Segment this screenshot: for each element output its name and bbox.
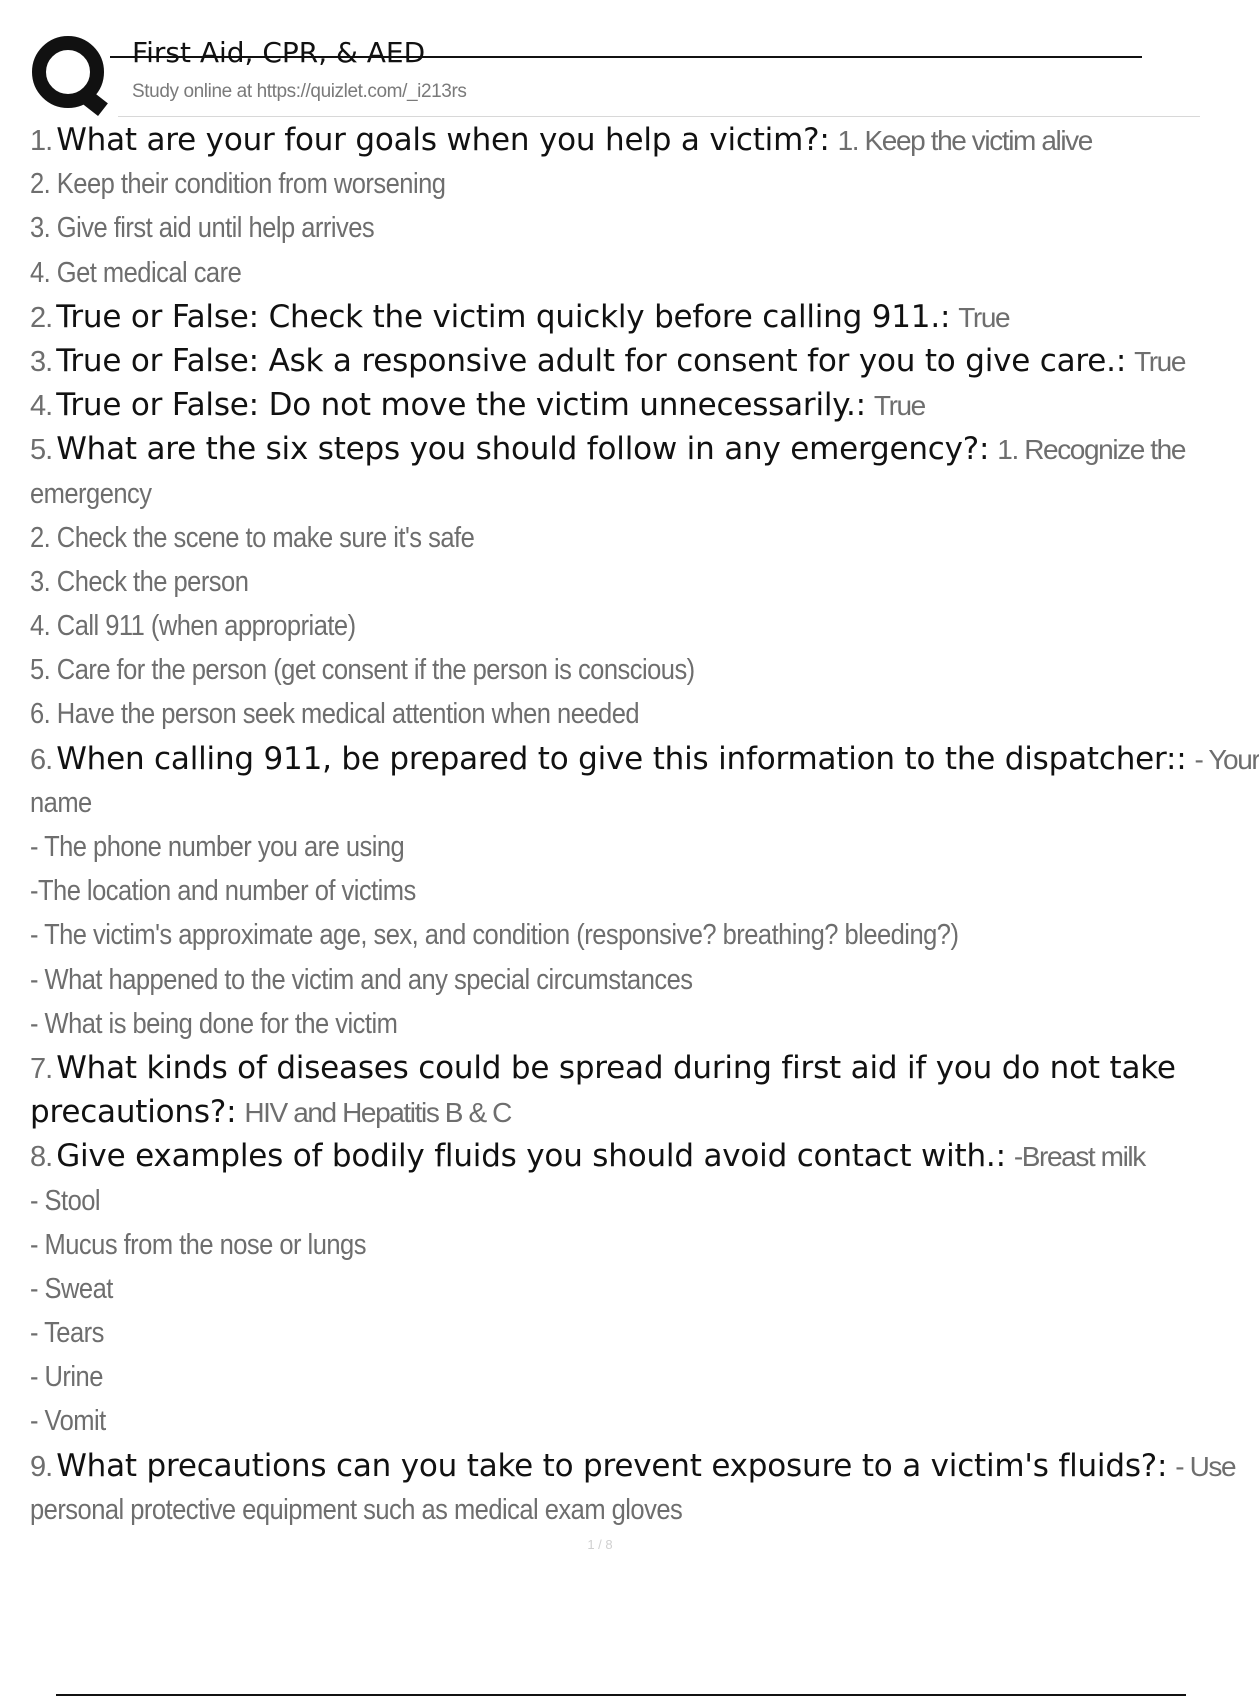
answer-text: HIV and Hepatitis B & C <box>244 1097 511 1129</box>
question-text: True or False: Check the victim quickly before calling 911.: <box>56 298 951 335</box>
answer-text: - What is being done for the victim <box>30 1007 398 1040</box>
question-number: 9. <box>30 1450 53 1483</box>
answer-text: True <box>873 390 925 422</box>
answer-text: - Tears <box>30 1317 104 1350</box>
text-line <box>30 692 1200 736</box>
question-number: 6. <box>30 743 53 776</box>
text-line <box>30 251 1200 295</box>
text-line <box>30 1355 1200 1399</box>
text-line <box>30 869 1200 913</box>
answer-text: name <box>30 786 92 819</box>
answer-text: - Vomit <box>30 1405 106 1438</box>
question-number: 2. <box>30 301 53 334</box>
text-line <box>30 118 1200 162</box>
question-number: 4. <box>30 390 53 423</box>
text-line <box>30 825 1200 869</box>
text-line <box>30 781 1200 825</box>
text-line <box>30 1179 1200 1223</box>
question-text: True or False: Do not move the victim unnecessarily.: <box>56 387 866 424</box>
answer-text: 4. Get medical care <box>30 256 242 289</box>
text-line <box>30 913 1200 957</box>
text-line <box>30 1046 1200 1090</box>
answer-text: - What happened to the victim and any special circumstances <box>30 963 693 996</box>
text-line <box>30 472 1200 516</box>
footer-divider <box>56 1694 1186 1696</box>
answer-text: True <box>958 301 1010 333</box>
page-number: 1 / 8 <box>587 1537 613 1552</box>
answer-text: 2. Check the scene to make sure it's safe <box>30 521 475 554</box>
text-line <box>30 958 1200 1002</box>
question-number: 1. <box>30 125 53 157</box>
text-line <box>30 516 1200 560</box>
answer-text: 5. Care for the person (get consent if the person is conscious) <box>30 654 695 687</box>
flashcard-list <box>30 118 1259 1532</box>
text-line <box>30 295 1200 339</box>
text-line <box>30 383 1200 427</box>
question-number: 7. <box>30 1052 53 1085</box>
answer-text: emergency <box>30 477 152 510</box>
answer-text: - Use <box>1175 1450 1236 1482</box>
answer-text: - The phone number you are using <box>30 831 405 863</box>
text-line <box>30 1444 1236 1488</box>
text-line <box>30 560 1200 604</box>
question-number: 8. <box>30 1141 53 1174</box>
answer-text: 4. Call 911 (when appropriate) <box>30 610 356 643</box>
text-line <box>30 1311 1200 1355</box>
answer-text: - Urine <box>30 1361 103 1394</box>
question-text: What kinds of diseases could be spread during first aid if you do not take <box>56 1049 1176 1086</box>
question-text: precautions?: <box>30 1094 237 1131</box>
question-text: What are your four goals when you help a victim?: <box>56 122 830 158</box>
text-line <box>30 1090 1200 1134</box>
answer-text: personal protective equipment such as medical exam gloves <box>30 1493 683 1526</box>
answer-text: True <box>1134 345 1185 377</box>
text-line <box>30 1488 1200 1532</box>
question-text: True or False: Ask a responsive adult for consent for you to give care.: <box>56 342 1127 379</box>
page-header <box>0 0 1200 118</box>
answer-text: - Sweat <box>30 1272 113 1305</box>
text-line <box>30 737 1259 781</box>
text-line <box>30 1134 1200 1178</box>
answer-text: 2. Keep their condition from worsening <box>30 168 446 201</box>
question-text: When calling 911, be prepared to give this information to the dispatcher:: <box>56 740 1187 777</box>
text-line <box>30 1399 1200 1443</box>
answer-text: 6. Have the person seek medical attention when needed <box>30 698 640 731</box>
text-line <box>30 648 1200 692</box>
text-line <box>30 427 1200 471</box>
answer-text: 1. Recognize the <box>997 434 1186 466</box>
text-line <box>30 206 1200 250</box>
answer-text: - Stool <box>30 1184 101 1217</box>
quizlet-q-logo-icon <box>30 33 110 113</box>
study-online-link[interactable]: Study online at https://quizlet.com/_i213rs <box>132 81 467 102</box>
answer-text: - Mucus from the nose or lungs <box>30 1228 366 1261</box>
answer-text: - Your <box>1194 743 1259 775</box>
text-line <box>30 604 1200 648</box>
text-line <box>30 162 1200 206</box>
text-line <box>30 339 1200 383</box>
answer-text: -The location and number of victims <box>30 875 416 908</box>
question-text: Give examples of bodily fluids you should avoid contact with.: <box>56 1138 1006 1175</box>
question-text: What precautions can you take to prevent exposure to a victim's fluids?: <box>56 1447 1168 1484</box>
question-text: What are the six steps you should follow in any emergency?: <box>56 431 990 468</box>
answer-text: 1. Keep the victim alive <box>837 125 1092 156</box>
answer-text: -Breast milk <box>1013 1141 1145 1173</box>
text-line <box>30 1002 1200 1046</box>
header-divider <box>118 116 1200 117</box>
document-title: First Aid, CPR, & AED <box>132 36 426 69</box>
answer-text: 3. Check the person <box>30 565 249 598</box>
answer-text: 3. Give first aid until help arrives <box>30 212 375 245</box>
text-line <box>30 1223 1200 1267</box>
question-number: 5. <box>30 434 53 467</box>
text-line <box>30 1267 1200 1311</box>
answer-text: - The victim's approximate age, sex, and condition (responsive? breathing? bleeding?) <box>30 919 959 952</box>
question-number: 3. <box>30 345 53 378</box>
